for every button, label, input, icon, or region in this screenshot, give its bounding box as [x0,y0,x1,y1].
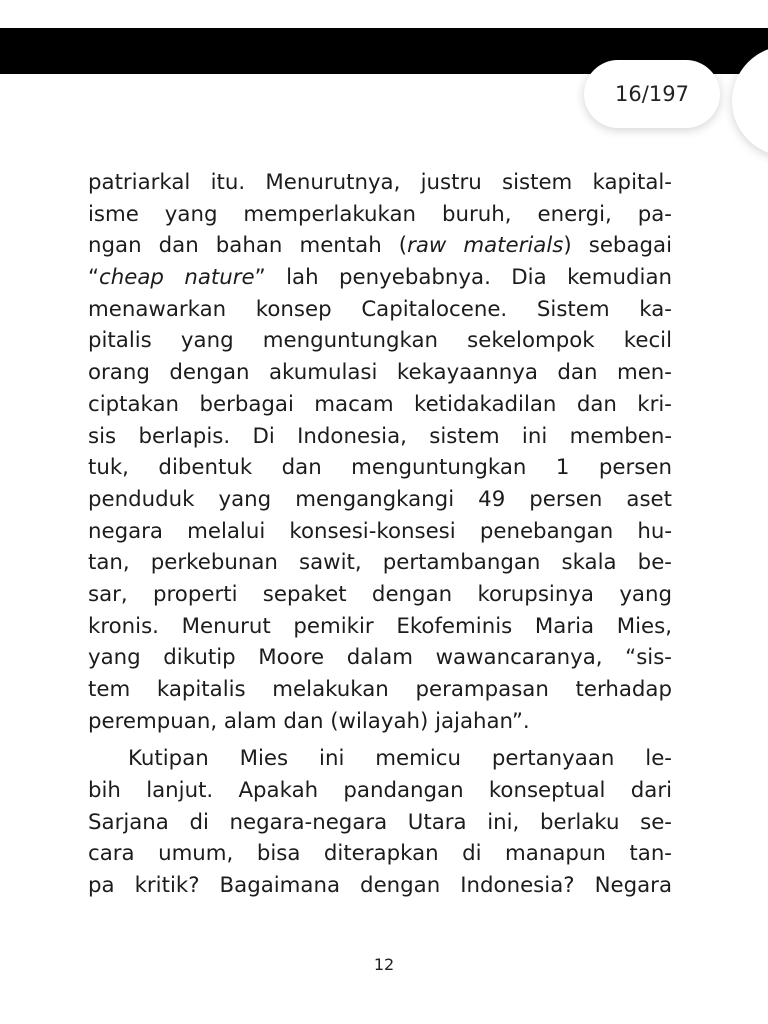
text-line: pa kritik? Bagaimana dengan Indonesia? Negara [88,873,672,899]
text-line: patriarkal itu. Menurutnya, justru sistem kapital- [88,170,672,195]
text-line: tan, perkebunan sawit, pertambangan skala be- [88,550,672,576]
text-line: negara melalui konsesi-konsesi penebangan hu- [88,518,672,544]
text-line: tem kapitalis melakukan perampasan terhadap [88,677,672,702]
text-line: bih lanjut. Apakah pandangan konseptual dari [88,778,672,804]
page-indicator-text: 16/197 [615,82,689,106]
text-line: Sarjana di negara-negara Utara ini, berlaku se- [88,809,672,835]
text-line: kronis. Menurut pemikir Ekofeminis Maria Mies, [88,613,672,639]
text-line: penduduk yang mengangkangi 49 persen aset [88,486,672,512]
text-line: sis berlapis. Di Indonesia, sistem ini memben- [88,423,672,449]
text-line: sar, properti sepaket dengan korupsinya yang [88,581,672,607]
text-line: ciptakan berbagai macam ketidakadilan dan kri- [88,391,672,417]
text-line: yang dikutip Moore dalam wawancaranya, “sis- [88,645,672,671]
page-indicator [584,60,720,128]
text-line: tuk, dibentuk dan menguntungkan 1 persen [88,455,672,481]
text-line: menawarkan konsep Capitalocene. Sistem ka- [88,296,672,322]
italic-term: raw materials [407,233,564,259]
italic-term: cheap nature [99,265,255,291]
paragraph-2 [88,743,672,901]
text-line: ngan dan bahan mentah (raw materials) sebagai [88,233,672,259]
text-line: isme yang memperlakukan buruh, energi, pa- [88,201,672,227]
text-line: cara umum, bisa diterapkan di manapun tan- [88,841,672,867]
page-number: 12 [373,955,395,974]
text-line: perempuan, alam dan (wilayah) jajahan”. [88,708,530,734]
book-page-text [88,167,672,902]
text-line: “cheap nature” lah penyebabnya. Dia kemudian [88,265,672,291]
paragraph-1 [88,167,672,737]
text-line: orang dengan akumulasi kekayaannya dan men- [88,360,672,386]
text-line: pitalis yang menguntungkan sekelompok kecil [88,328,672,354]
text-line: Kutipan Mies ini memicu pertanyaan le- [128,746,672,772]
